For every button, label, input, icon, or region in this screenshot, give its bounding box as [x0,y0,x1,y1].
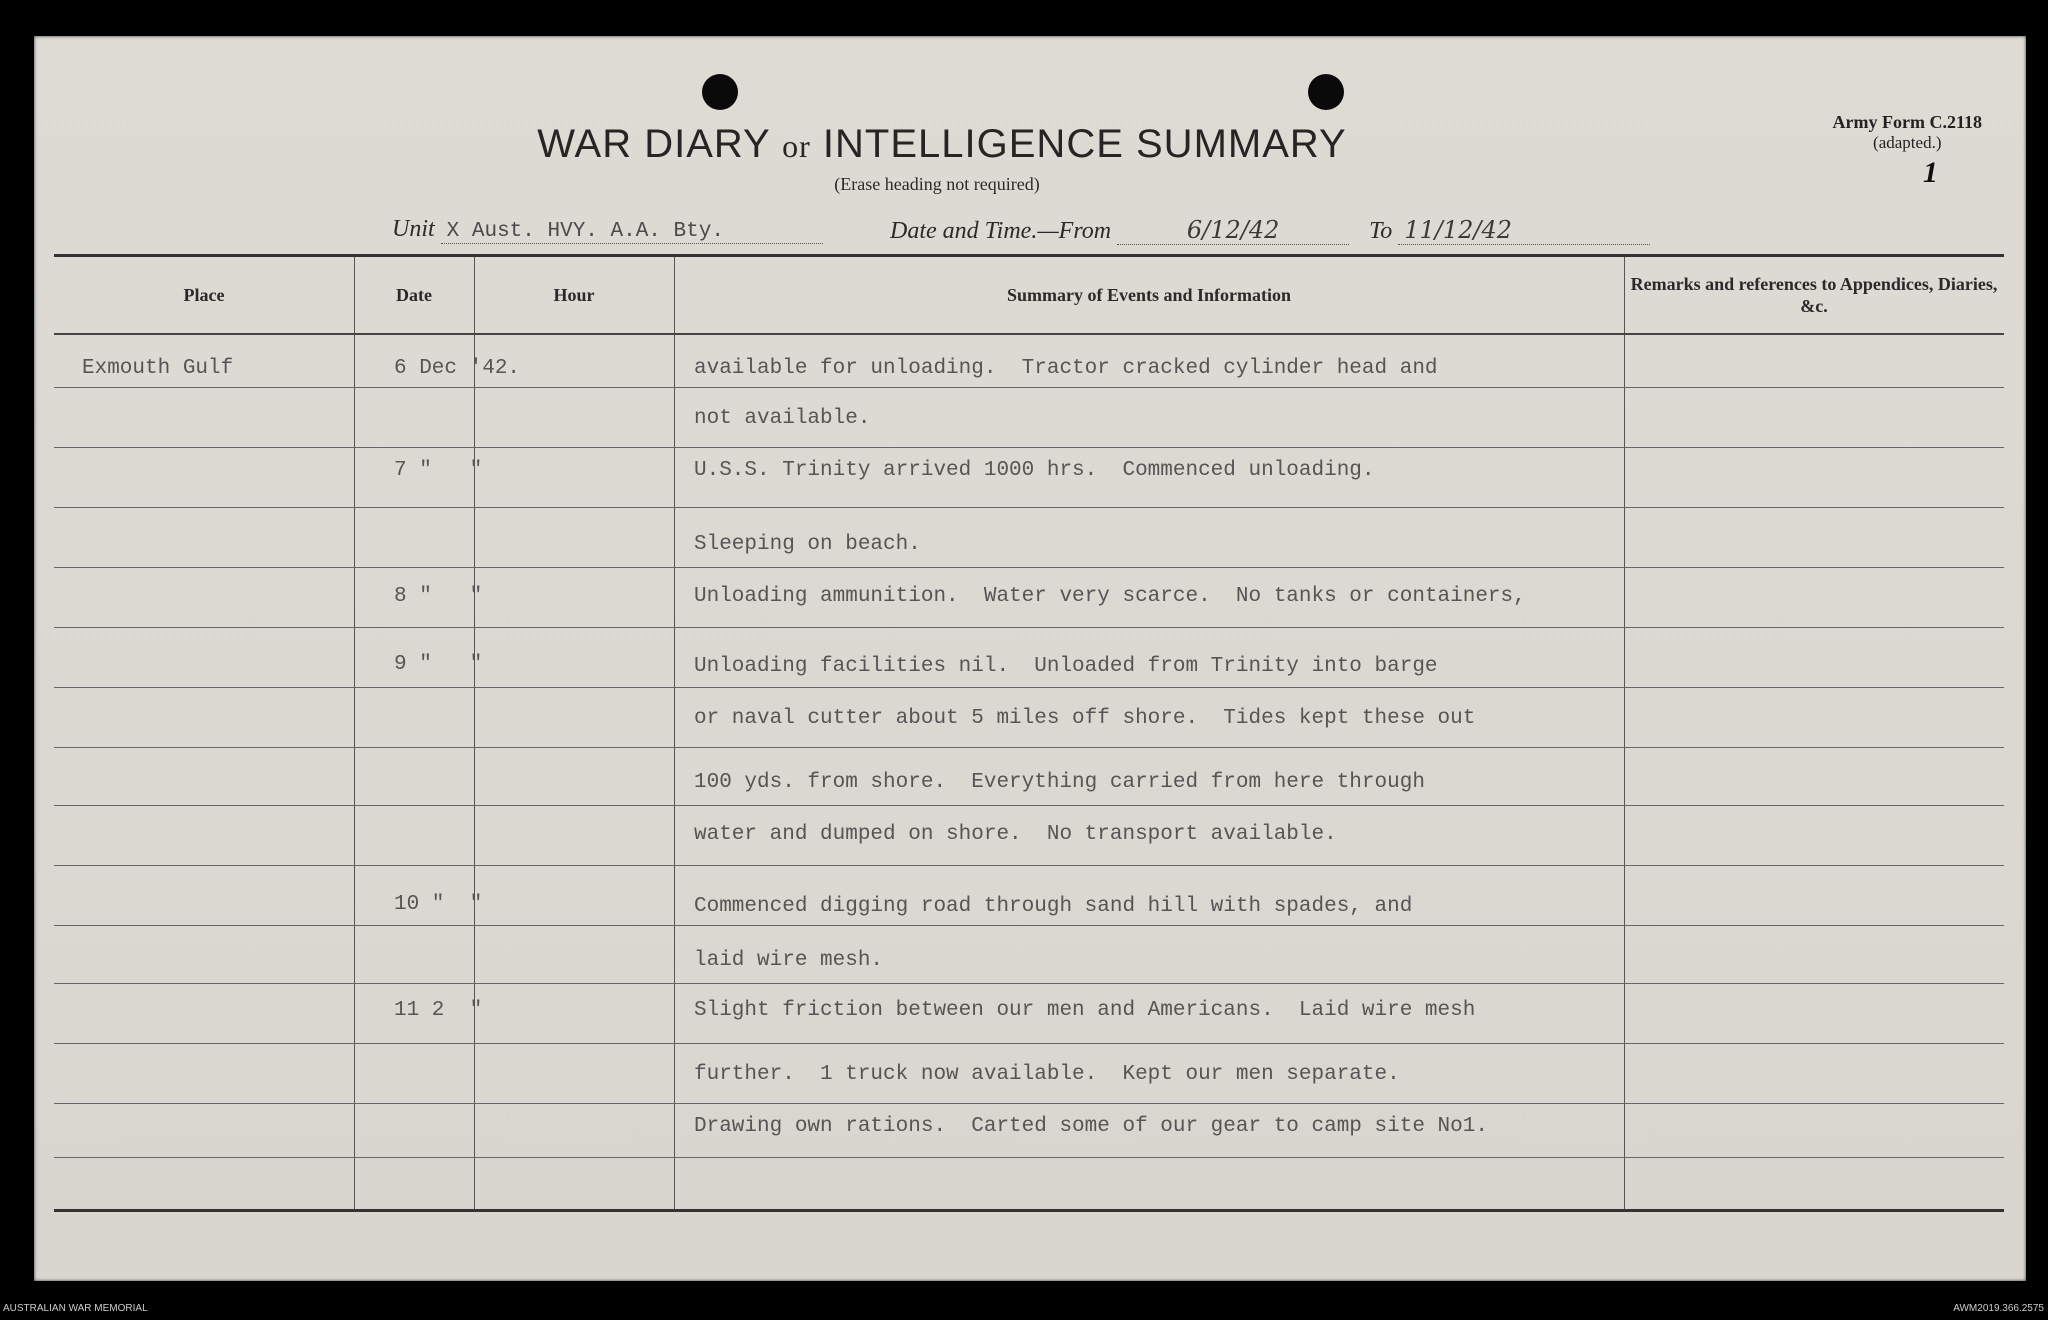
row-4-summary: Unloading ammunition. Water very scarce. No tanks or containers, [694,585,1526,608]
unit-value: X Aust. HVY. A.A. Bty. [441,220,823,244]
header-date: Date [396,284,432,305]
army-form-label [1833,112,1982,153]
footer-institution: AUSTRALIAN WAR MEMORIAL [3,1303,148,1314]
unit-label: Unit [392,216,435,242]
row-0-summary: available for unloading. Tractor cracked cylinder head and [694,357,1438,380]
row-9-summary: Commenced digging road through sand hill with spades, and [694,895,1413,918]
events-table [54,254,2004,1212]
row-10-summary: laid wire mesh. [694,949,884,972]
row-13-summary: Drawing own rations. Carted some of our gear to camp site No1. [694,1115,1488,1138]
row-1-summary: not available. [694,407,871,430]
diary-page [34,36,2026,1281]
row-0-place: Exmouth Gulf [82,357,234,380]
col-line-date [354,257,355,1209]
page-number: 1 [1923,156,1938,189]
punch-hole-left [702,74,738,110]
header-hour: Hour [553,284,595,305]
row-8-summary: water and dumped on shore. No transport available. [694,823,1337,846]
to-label: To [1369,218,1393,244]
row-2-summary: U.S.S. Trinity arrived 1000 hrs. Commenced unloading. [694,459,1375,482]
row-line [54,925,2004,926]
row-line [54,687,2004,688]
subtitle: (Erase heading not required) [834,174,1040,194]
header-place: Place [183,284,225,305]
row-line [54,983,2004,984]
row-line [54,1043,2004,1044]
row-12-summary: further. 1 truck now available. Kept our men separate. [694,1063,1400,1086]
header-summary: Summary of Events and Information [1006,284,1292,305]
row-line [54,507,2004,508]
army-form-adapted: (adapted.) [1873,133,1942,152]
datetime-line [890,216,1650,245]
title-part2: INTELLIGENCE SUMMARY [822,122,1347,166]
row-5-summary: Unloading facilities nil. Unloaded from Trinity into barge [694,655,1438,678]
army-form-number: Army Form C.2118 [1832,112,1982,132]
row-line [54,865,2004,866]
row-7-summary: 100 yds. from shore. Everything carried from here through [694,771,1425,794]
row-line [54,1103,2004,1104]
row-line [54,387,2004,388]
title-part1: WAR DIARY [537,122,771,166]
row-line [54,567,2004,568]
row-6-summary: or naval cutter about 5 miles off shore. Tides kept these out [694,707,1476,730]
header-divider [54,333,2004,335]
col-line-summary [674,257,675,1209]
row-5-date: 9 " " [394,653,483,676]
unit-line [392,216,823,244]
row-line [54,1157,2004,1158]
row-3-summary: Sleeping on beach. [694,533,921,556]
title-or: or [782,128,811,164]
row-11-summary: Slight friction between our men and Americans. Laid wire mesh [694,999,1476,1022]
row-line [54,747,2004,748]
to-value: 11/12/42 [1398,216,1650,245]
row-0-date: 6 Dec '42. [394,357,521,380]
row-11-date: 11 2 " [394,999,483,1022]
page-title [0,122,2026,167]
datetime-label: Date and Time.—From [890,218,1112,244]
col-line-remarks [1624,257,1625,1209]
row-2-date: 7 " " [394,459,483,482]
header-remarks: Remarks and references to Appendices, Diaries, &c. [1630,274,1998,316]
row-line [54,447,2004,448]
row-line [54,805,2004,806]
footer-accession: AWM2019.366.2575 [1953,1303,2044,1314]
from-value: 6/12/42 [1117,216,1349,245]
col-line-hour [474,257,475,1209]
row-line [54,627,2004,628]
row-4-date: 8 " " [394,585,483,608]
row-9-date: 10 " " [394,893,483,916]
punch-hole-right [1308,74,1344,110]
